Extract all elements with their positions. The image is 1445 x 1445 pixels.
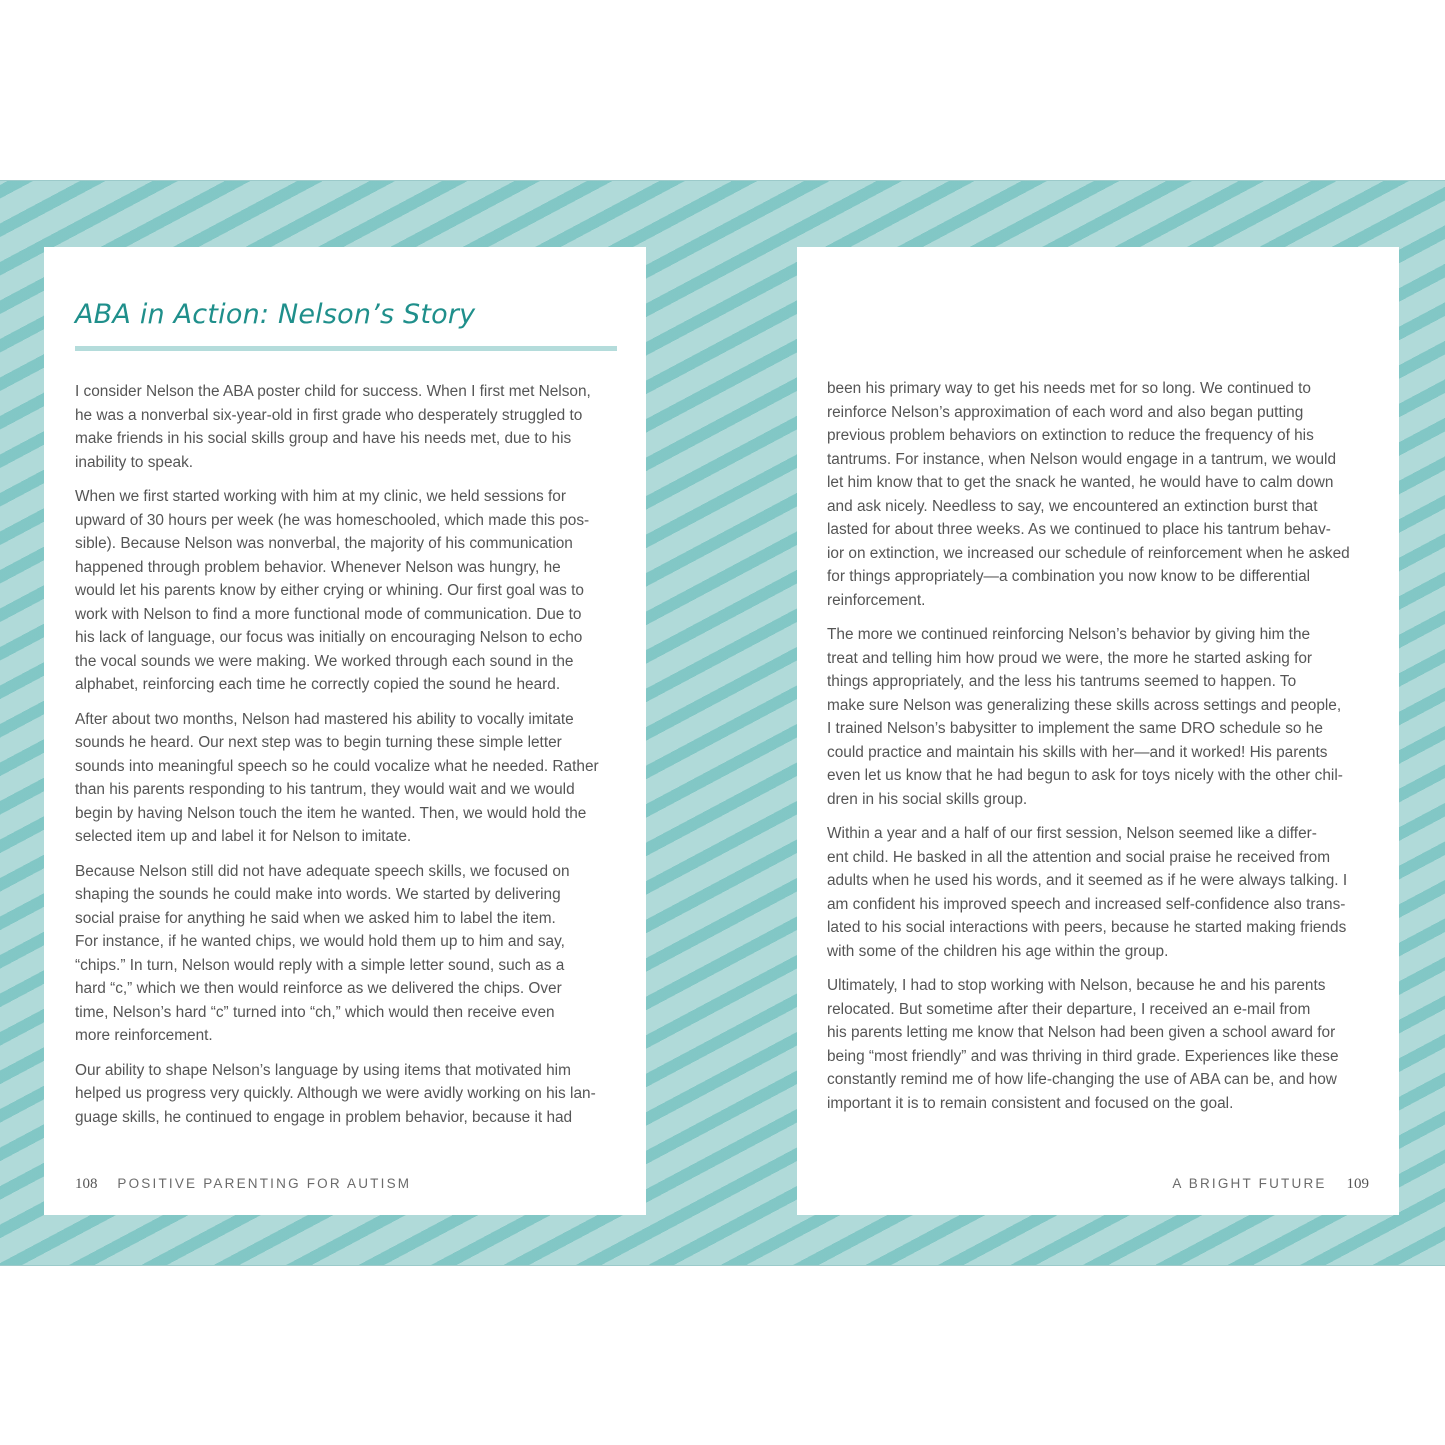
- text-line: shaping the sounds he could make into words. We started by delivering: [75, 886, 561, 903]
- page-number: 108: [75, 1176, 98, 1192]
- text-line: reinforce Nelson’s approximation of each word and also began putting: [827, 403, 1304, 421]
- text-line: his lack of language, our focus was initially on encouraging Nelson to echo: [75, 629, 583, 646]
- text-line: selected item up and label it for Nelson to imitate.: [75, 828, 412, 845]
- text-line: his parents letting me know that Nelson had been given a school award for: [827, 1024, 1336, 1041]
- book-spread: [0, 180, 1445, 1266]
- text-line: let him know that to get the snack he wanted, he would have to calm down: [827, 474, 1334, 491]
- text-line: guage skills, he continued to engage in problem behavior, because it had: [75, 1108, 573, 1126]
- text-line: tantrums. For instance, when Nelson would engage in a tantrum, we would: [827, 450, 1337, 468]
- left-page: [44, 247, 646, 1215]
- text-line: sible). Because Nelson was nonverbal, the majority of his communication: [75, 535, 573, 552]
- text-line: happened through problem behavior. Whenever Nelson was hungry, he: [75, 558, 561, 576]
- right-page: [797, 247, 1399, 1215]
- text-line: The more we continued reinforcing Nelson’s behavior by giving him the: [827, 626, 1311, 643]
- text-line: important it is to remain consistent and focused on the goal.: [827, 1094, 1234, 1112]
- text-line: with some of the children his age within the group.: [827, 942, 1169, 960]
- title-rule: [75, 346, 617, 351]
- paragraph: [75, 860, 617, 1048]
- text-line: the vocal sounds we were making. We worked through each sound in the: [75, 652, 574, 670]
- text-line: would let his parents know by either crying or whining. Our first goal was to: [75, 582, 584, 599]
- text-line: constantly remind me of how life-changing the use of ABA can be, and how: [827, 1071, 1337, 1088]
- story-title: ABA in Action: Nelson’s Story: [75, 299, 476, 330]
- text-line: social praise for anything he said when we asked him to label the item.: [75, 909, 556, 927]
- text-line: he was a nonverbal six-year-old in first grade who desperately struggled to: [75, 406, 583, 424]
- paragraph: [827, 822, 1369, 963]
- paragraph: [75, 485, 617, 697]
- text-line: dren in his social skills group.: [827, 790, 1028, 808]
- text-line: work with Nelson to find a more functional mode of communication. Due to: [75, 605, 582, 623]
- text-line: make sure Nelson was generalizing these skills across settings and people,: [827, 696, 1342, 714]
- paragraph: [827, 377, 1369, 612]
- text-line: am confident his improved speech and increased self-confidence also trans-: [827, 895, 1346, 913]
- text-line: even let us know that he had begun to ask for toys nicely with the other chil-: [827, 767, 1343, 784]
- text-line: Ultimately, I had to stop working with Nelson, because he and his parents: [827, 977, 1326, 994]
- text-line: hard “c,” which we then would reinforce as we delivered the chips. Over: [75, 980, 562, 997]
- text-line: I consider Nelson the ABA poster child for success. When I first met Nelson,: [75, 383, 591, 400]
- text-line: ior on extinction, we increased our schedule of reinforcement when he asked: [827, 544, 1350, 562]
- text-line: than his parents responding to his tantrum, they would wait and we would: [75, 781, 575, 798]
- text-line: make friends in his social skills group and have his needs met, due to his: [75, 430, 572, 447]
- text-line: Because Nelson still did not have adequate speech skills, we focused on: [75, 862, 570, 880]
- text-line: For instance, if he wanted chips, we would hold them up to him and say,: [75, 933, 565, 950]
- text-line: adults when he used his words, and it seemed as if he were always talking. I: [827, 872, 1348, 889]
- text-line: When we first started working with him at my clinic, we held sessions for: [75, 488, 566, 505]
- running-head: POSITIVE PARENTING FOR AUTISM: [117, 1176, 412, 1191]
- page-number: 109: [1346, 1176, 1369, 1192]
- text-line: lasted for about three weeks. As we continued to place his tantrum behav-: [827, 521, 1331, 538]
- right-page-body: [827, 377, 1369, 1126]
- text-line: being “most friendly” and was thriving in third grade. Experiences like these: [827, 1047, 1339, 1065]
- text-line: Our ability to shape Nelson’s language by using items that motivated him: [75, 1061, 571, 1079]
- text-line: After about two months, Nelson had mastered his ability to vocally imitate: [75, 710, 574, 728]
- text-line: lated to his social interactions with peers, because he started making friends: [827, 919, 1347, 936]
- text-line: “chips.” In turn, Nelson would reply with a simple letter sound, such as a: [75, 956, 565, 974]
- text-line: Within a year and a half of our first session, Nelson seemed like a differ-: [827, 825, 1317, 842]
- running-head: A BRIGHT FUTURE: [1172, 1176, 1327, 1191]
- text-line: and ask nicely. Needless to say, we encountered an extinction burst that: [827, 497, 1318, 515]
- text-line: things appropriately, and the less his tantrums seemed to happen. To: [827, 673, 1297, 690]
- text-line: begin by having Nelson touch the item he wanted. Then, we would hold the: [75, 804, 587, 822]
- text-line: been his primary way to get his needs met for so long. We continued to: [827, 380, 1311, 397]
- text-line: sounds into meaningful speech so he could vocalize what he needed. Rather: [75, 757, 599, 775]
- text-line: time, Nelson’s hard “c” turned into “ch,” which would then receive even: [75, 1003, 555, 1021]
- text-line: more reinforcement.: [75, 1027, 213, 1044]
- text-line: could practice and maintain his skills with her—and it worked! His parents: [827, 743, 1328, 761]
- text-line: alphabet, reinforcing each time he correctly copied the sound he heard.: [75, 676, 561, 693]
- paragraph: [75, 708, 617, 849]
- text-line: ent child. He basked in all the attention and social praise he received from: [827, 848, 1331, 866]
- left-footer: [75, 1175, 411, 1193]
- text-line: reinforcement.: [827, 591, 926, 609]
- text-line: for things appropriately—a combination you now know to be differential: [827, 568, 1311, 585]
- paragraph: [75, 380, 617, 474]
- paragraph: [827, 623, 1369, 811]
- paragraph: [75, 1059, 617, 1130]
- text-line: upward of 30 hours per week (he was homeschooled, which made this pos-: [75, 511, 590, 529]
- text-line: helped us progress very quickly. Although we were avidly working on his lan-: [75, 1085, 596, 1102]
- text-line: inability to speak.: [75, 453, 194, 471]
- text-line: relocated. But sometime after their departure, I received an e-mail from: [827, 1000, 1311, 1018]
- text-line: previous problem behaviors on extinction to reduce the frequency of his: [827, 427, 1314, 444]
- text-line: treat and telling him how proud we were, the more he started asking for: [827, 649, 1313, 667]
- text-line: sounds he heard. Our next step was to begin turning these simple letter: [75, 734, 562, 751]
- right-footer: [1172, 1175, 1369, 1193]
- left-page-body: [75, 380, 617, 1140]
- paragraph: [827, 974, 1369, 1115]
- text-line: I trained Nelson’s babysitter to implement the same DRO schedule so he: [827, 720, 1323, 737]
